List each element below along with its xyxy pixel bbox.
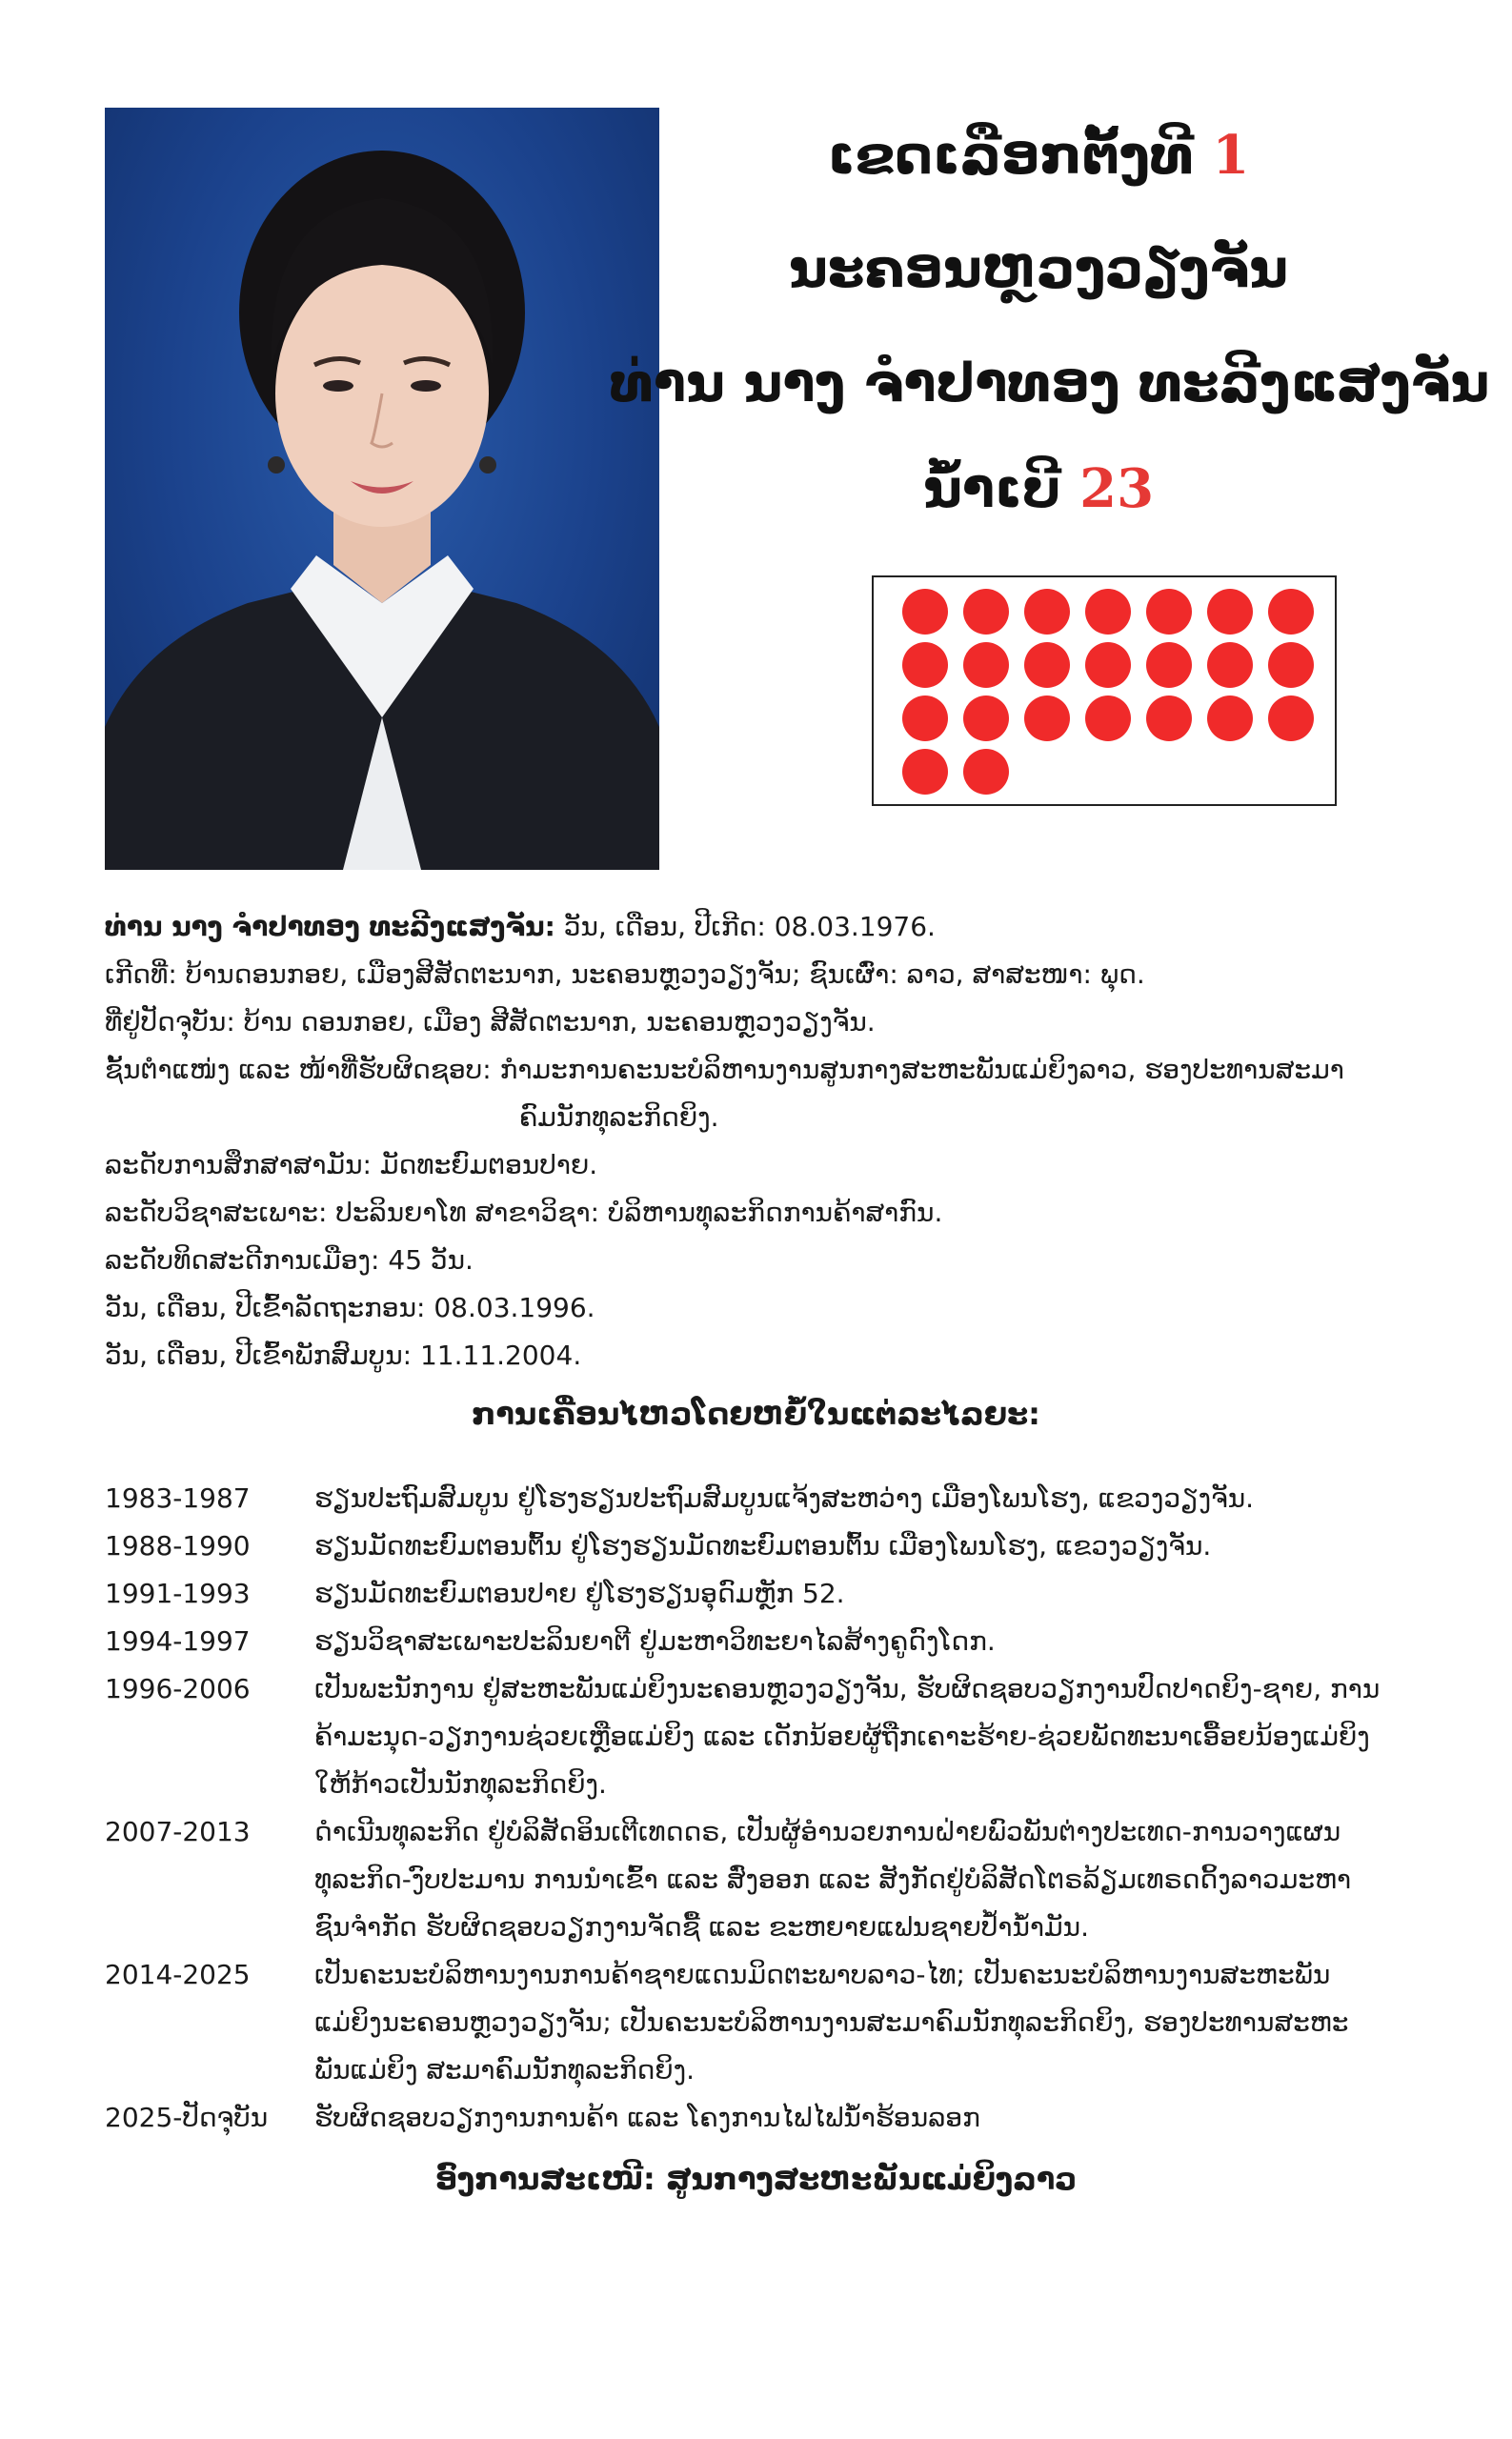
position-value: ກຳມະການຄະນະບໍລິຫານງານສູນກາງສະຫະພັນແມ່ຍິງລາວ, ຮອງປະທານສະມາ <box>499 1054 1344 1085</box>
timeline-years: 1994-1997 <box>105 1625 251 1657</box>
timeline-line: ເປັນພະນັກງານ ຢູ່ສະຫະພັນແມ່ຍິງນະຄອນຫຼວງວຽງຈັນ, ຮັບຜິດຊອບວຽກງານປົດປາດຍິງ-ຊາຍ, ການ <box>314 1673 1381 1704</box>
symbol-dot <box>1207 642 1253 688</box>
timeline-row <box>105 1665 1420 1808</box>
timeline-years: 1988-1990 <box>105 1530 251 1562</box>
electoral-district-heading <box>610 124 1467 187</box>
candidate-name: ທ່ານ ນາງ ຈຳປາທອງ ທະລີງແສງຈັນ: <box>105 911 555 942</box>
timeline-line: ຮັບຜິດຊອບວຽກງານການຄ້າ ແລະ ໂຄງການໄຟໄຟນໍ້າຮ້ອນລອກ <box>314 2102 980 2133</box>
timeline-years: 2014-2025 <box>105 1959 251 1990</box>
timeline-row <box>105 1618 1420 1665</box>
symbol-dot <box>1085 695 1131 741</box>
symbol-dot <box>1207 589 1253 635</box>
candidate-photo <box>105 108 659 870</box>
timeline-years: 2007-2013 <box>105 1816 251 1847</box>
district-number: 1 <box>1212 124 1250 187</box>
candidate-dot-symbol <box>872 575 1337 806</box>
timeline-years: 1996-2006 <box>105 1673 251 1704</box>
timeline-line: ຮຽນວິຊາສະເພາະປະລິນຍາຕີ ຢູ່ມະຫາວິທະຍາໄລສ້າງຄູດົງໂດກ. <box>314 1625 996 1657</box>
timeline-years: 1991-1993 <box>105 1578 251 1609</box>
position-row <box>105 1046 1420 1094</box>
party-membership-date: ວັນ, ເດືອນ, ປີເຂົ້າພັກສົມບູນ: 11.11.2004. <box>105 1340 582 1371</box>
symbol-dot <box>902 642 948 688</box>
symbol-dot <box>1146 695 1192 741</box>
timeline-line: ເປັນຄະນະບໍລິຫານງານການຄ້າຊາຍແດນມິດຕະພາບລາວ-ໄທ; ເປັນຄະນະບໍລິຫານງານສະຫະພັນ <box>314 1959 1331 1990</box>
date-of-birth: ວັນ, ເດືອນ, ປີເກີດ: 08.03.1976. <box>563 911 936 942</box>
timeline <box>105 1475 1420 2142</box>
symbol-dot <box>1085 589 1131 635</box>
symbol-dot <box>1024 589 1070 635</box>
timeline-years: 1983-1987 <box>105 1482 251 1514</box>
timeline-line: ຮຽນມັດທະຍົມຕອນປາຍ ຢູ່ໂຮງຮຽນອຸດົມຫຼັກ 52. <box>314 1578 845 1609</box>
residence: ທີ່ຢູ່ປັດຈຸບັນ: ບ້ານ ດອນກອຍ, ເມືອງ ສີສັດຕະນາກ, ນະຄອນຫຼວງວຽງຈັນ. <box>105 1006 876 1038</box>
district-label: ເຂດເລືອກຕັ້ງທີ <box>827 125 1194 187</box>
district-name: ນະຄອນຫຼວງວຽງຈັນ <box>788 238 1289 300</box>
symbol-dot <box>1146 642 1192 688</box>
symbol-dot <box>1085 642 1131 688</box>
timeline-row <box>105 1951 1420 2094</box>
timeline-line: ດຳເນີນທຸລະກິດ ຢູ່ບໍລິສັດອິນເຕີເທດດຣ, ເປັນຜູ້ອຳນວຍການຝ່າຍພົວພັນຕ່າງປະເທດ-ການວາງແຜນ <box>314 1816 1341 1847</box>
timeline-line: ຮຽນມັດທະຍົມຕອນຕົ້ນ ຢູ່ໂຮງຮຽນມັດທະຍົມຕອນຕົ້ນ ເມືອງໂພນໂຮງ, ແຂວງວຽງຈັນ. <box>314 1530 1212 1562</box>
symbol-dot <box>1024 695 1070 741</box>
timeline-description <box>314 2094 1420 2142</box>
timeline-row <box>105 1570 1420 1618</box>
timeline-line: ທຸລະກິດ-ງົບປະມານ ການນຳເຂົ້າ ແລະ ສົ່ງອອກ ແລະ ສັງກັດຢູ່ບໍລິສັດໂຕຣລ້ຽມເທຣດດິ້ງລາວມະຫາ <box>314 1864 1352 1895</box>
personal-info <box>105 903 1420 1380</box>
specialty: ລະດັບວິຊາສະເພາະ: ປະລິນຍາໂທ ສາຂາວິຊາ: ບໍລິຫານທຸລະກິດການຄ້າສາກົນ. <box>105 1197 943 1228</box>
timeline-line: ໃຫ້ກ້າວເປັນນັກທຸລະກິດຍິງ. <box>314 1768 607 1800</box>
portrait-illustration <box>105 108 659 870</box>
timeline-line: ແມ່ຍິງນະຄອນຫຼວງວຽງຈັນ; ເປັນຄະນະບໍລິຫານງານສະມາຄົມນັກທຸລະກິດຍິງ, ຮອງປະທານສະຫະ <box>314 2006 1349 2038</box>
timeline-description <box>314 1665 1420 1808</box>
symbol-dot <box>1207 695 1253 741</box>
symbol-dot <box>1268 642 1314 688</box>
birthplace: ເກີດທີ່: ບ້ານດອນກອຍ, ເມືອງສີສັດຕະນາກ, ນະຄອນຫຼວງວຽງຈັນ; ຊົນເຜົ່າ: ລາວ, ສາສະໜາ: ພຸດ. <box>105 958 1145 990</box>
timeline-line: ຊົນຈຳກັດ ຮັບຜິດຊອບວຽກງານຈັດຊື້ ແລະ ຂະຫຍາຍແຟນຊາຍປໍ້ານໍ້າມັນ. <box>314 1911 1089 1943</box>
symbol-dot <box>963 695 1009 741</box>
timeline-row <box>105 1475 1420 1522</box>
position-value-cont: ຄົມນັກທຸລະກິດຍິງ. <box>519 1101 719 1133</box>
candidate-name-heading: ທ່ານ ນາງ ຈຳປາທອງ ທະລີງແສງຈັນ <box>610 353 1490 414</box>
symbol-dot <box>963 749 1009 795</box>
timeline-description <box>314 1618 1420 1665</box>
timeline-row <box>105 1808 1420 1951</box>
symbol-dot <box>963 642 1009 688</box>
timeline-line: ຮຽນປະຖົມສົມບູນ ຢູ່ໂຮງຮຽນປະຖົມສົມບູນແຈ້ງສະຫວ່າງ ເມືອງໂພນໂຮງ, ແຂວງວຽງຈັນ. <box>314 1482 1255 1514</box>
timeline-description <box>314 1475 1420 1522</box>
name-dob-row <box>105 903 1420 951</box>
timeline-row <box>105 1522 1420 1570</box>
timeline-description <box>314 1808 1420 1951</box>
timeline-description <box>314 1570 1420 1618</box>
timeline-row <box>105 2094 1420 2142</box>
position-label: ຊັ້ນຕຳແໜ່ງ ແລະ ໜ້າທີ່ຮັບຜິດຊອບ: <box>105 1054 492 1085</box>
timeline-line: ຄ້າມະນຸດ-ວຽກງານຊ່ວຍເຫຼືອແມ່ຍິງ ແລະ ເດັກນ້ອຍຜູ້ຖືກເຄາະຮ້າຍ-ຊ່ວຍພັດທະນາເອື້ອຍນ້ອງແມ່ຍິງ <box>314 1721 1370 1752</box>
symbol-dot <box>1268 589 1314 635</box>
candidate-number: 23 <box>1079 457 1155 520</box>
timeline-title: ການເຄື່ອນໄຫວໂດຍຫຍໍ້ໃນແຕ່ລະໄລຍະ: <box>472 1396 1040 1432</box>
symbol-dot <box>902 749 948 795</box>
timeline-years: 2025-ປັດຈຸບັນ <box>105 2102 269 2133</box>
political-theory: ລະດັບທິດສະດີການເມືອງ: 45 ວັນ. <box>105 1244 474 1276</box>
civil-service-date: ວັນ, ເດືອນ, ປີເຂົ້າລັດຖະກອນ: 08.03.1996. <box>105 1292 595 1323</box>
symbol-dot <box>902 589 948 635</box>
proposer: ອົງການສະເໜີ: ສູນກາງສະຫະພັນແມ່ຍິງລາວ <box>434 2161 1078 2197</box>
candidate-number-heading <box>610 457 1467 520</box>
symbol-dot <box>1268 695 1314 741</box>
candidate-number-label: ນໍ້າເບີ <box>922 458 1061 520</box>
symbol-dot <box>1024 642 1070 688</box>
symbol-dot <box>1146 589 1192 635</box>
education: ລະດັບການສຶກສາສາມັນ: ມັດທະຍົມຕອນປາຍ. <box>105 1149 598 1180</box>
timeline-description <box>314 1951 1420 2094</box>
symbol-dot <box>963 589 1009 635</box>
symbol-dot <box>902 695 948 741</box>
timeline-description <box>314 1522 1420 1570</box>
timeline-line: ພັນແມ່ຍິງ ສະມາຄົມນັກທຸລະກິດຍິງ. <box>314 2054 696 2086</box>
